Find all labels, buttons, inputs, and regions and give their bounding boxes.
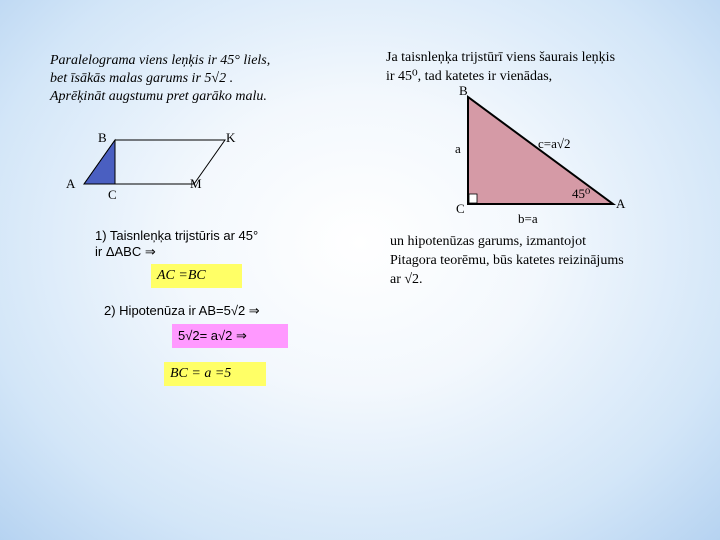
label-angle-45: 45⁰ (572, 186, 591, 201)
label-b-side: b=a (518, 211, 538, 226)
label-b-parallelogram: B (98, 130, 107, 145)
label-m: M (190, 176, 202, 191)
step-2: 2) Hipotenūza ir AB=5√2 ⇒ (104, 303, 260, 318)
theory-line-2: ir 45⁰, tad katetes ir vienādas, (386, 69, 553, 84)
step-1-line-2: ir ΔABC ⇒ (95, 244, 156, 259)
right-angle-mark (469, 194, 477, 203)
label-hypotenuse: c=a√2 (538, 136, 571, 151)
problem-line-3: Aprēķināt augstumu pret garāko malu. (50, 89, 267, 104)
theory-line-1: Ja taisnleņķa trijstūrī viens šaurais leņķis (386, 50, 616, 65)
label-a-triangle: A (616, 196, 626, 211)
conclusion-line-2: Pitagora teorēmu, būs katetes reizinājums (390, 253, 624, 268)
conclusion-text (390, 232, 710, 289)
box-equation: 5√2= a√2 ⇒ (172, 324, 288, 348)
box-ac-equals-bc: AC =BC (151, 264, 242, 288)
conclusion-line-1: un hipotenūzas garums, izmantojot (390, 234, 586, 249)
theory-text (386, 48, 706, 86)
label-c-parallelogram: C (108, 187, 117, 202)
label-k: K (226, 130, 236, 145)
label-b-triangle: B (459, 83, 468, 98)
problem-line-2: bet īsākās malas garums ir 5√2 . (50, 71, 234, 86)
problem-line-1: Paralelograma viens leņķis ir 45° liels, (50, 53, 271, 68)
label-c-triangle: C (456, 201, 465, 216)
label-a-side: a (455, 141, 461, 156)
conclusion-line-3: ar √2. (390, 272, 423, 287)
label-a-parallelogram: A (66, 176, 76, 191)
step-1 (95, 228, 258, 260)
box-result: BC = a =5 (164, 362, 266, 386)
step-1-line-1: 1) Taisnleņķa trijstūris ar 45° (95, 228, 259, 243)
